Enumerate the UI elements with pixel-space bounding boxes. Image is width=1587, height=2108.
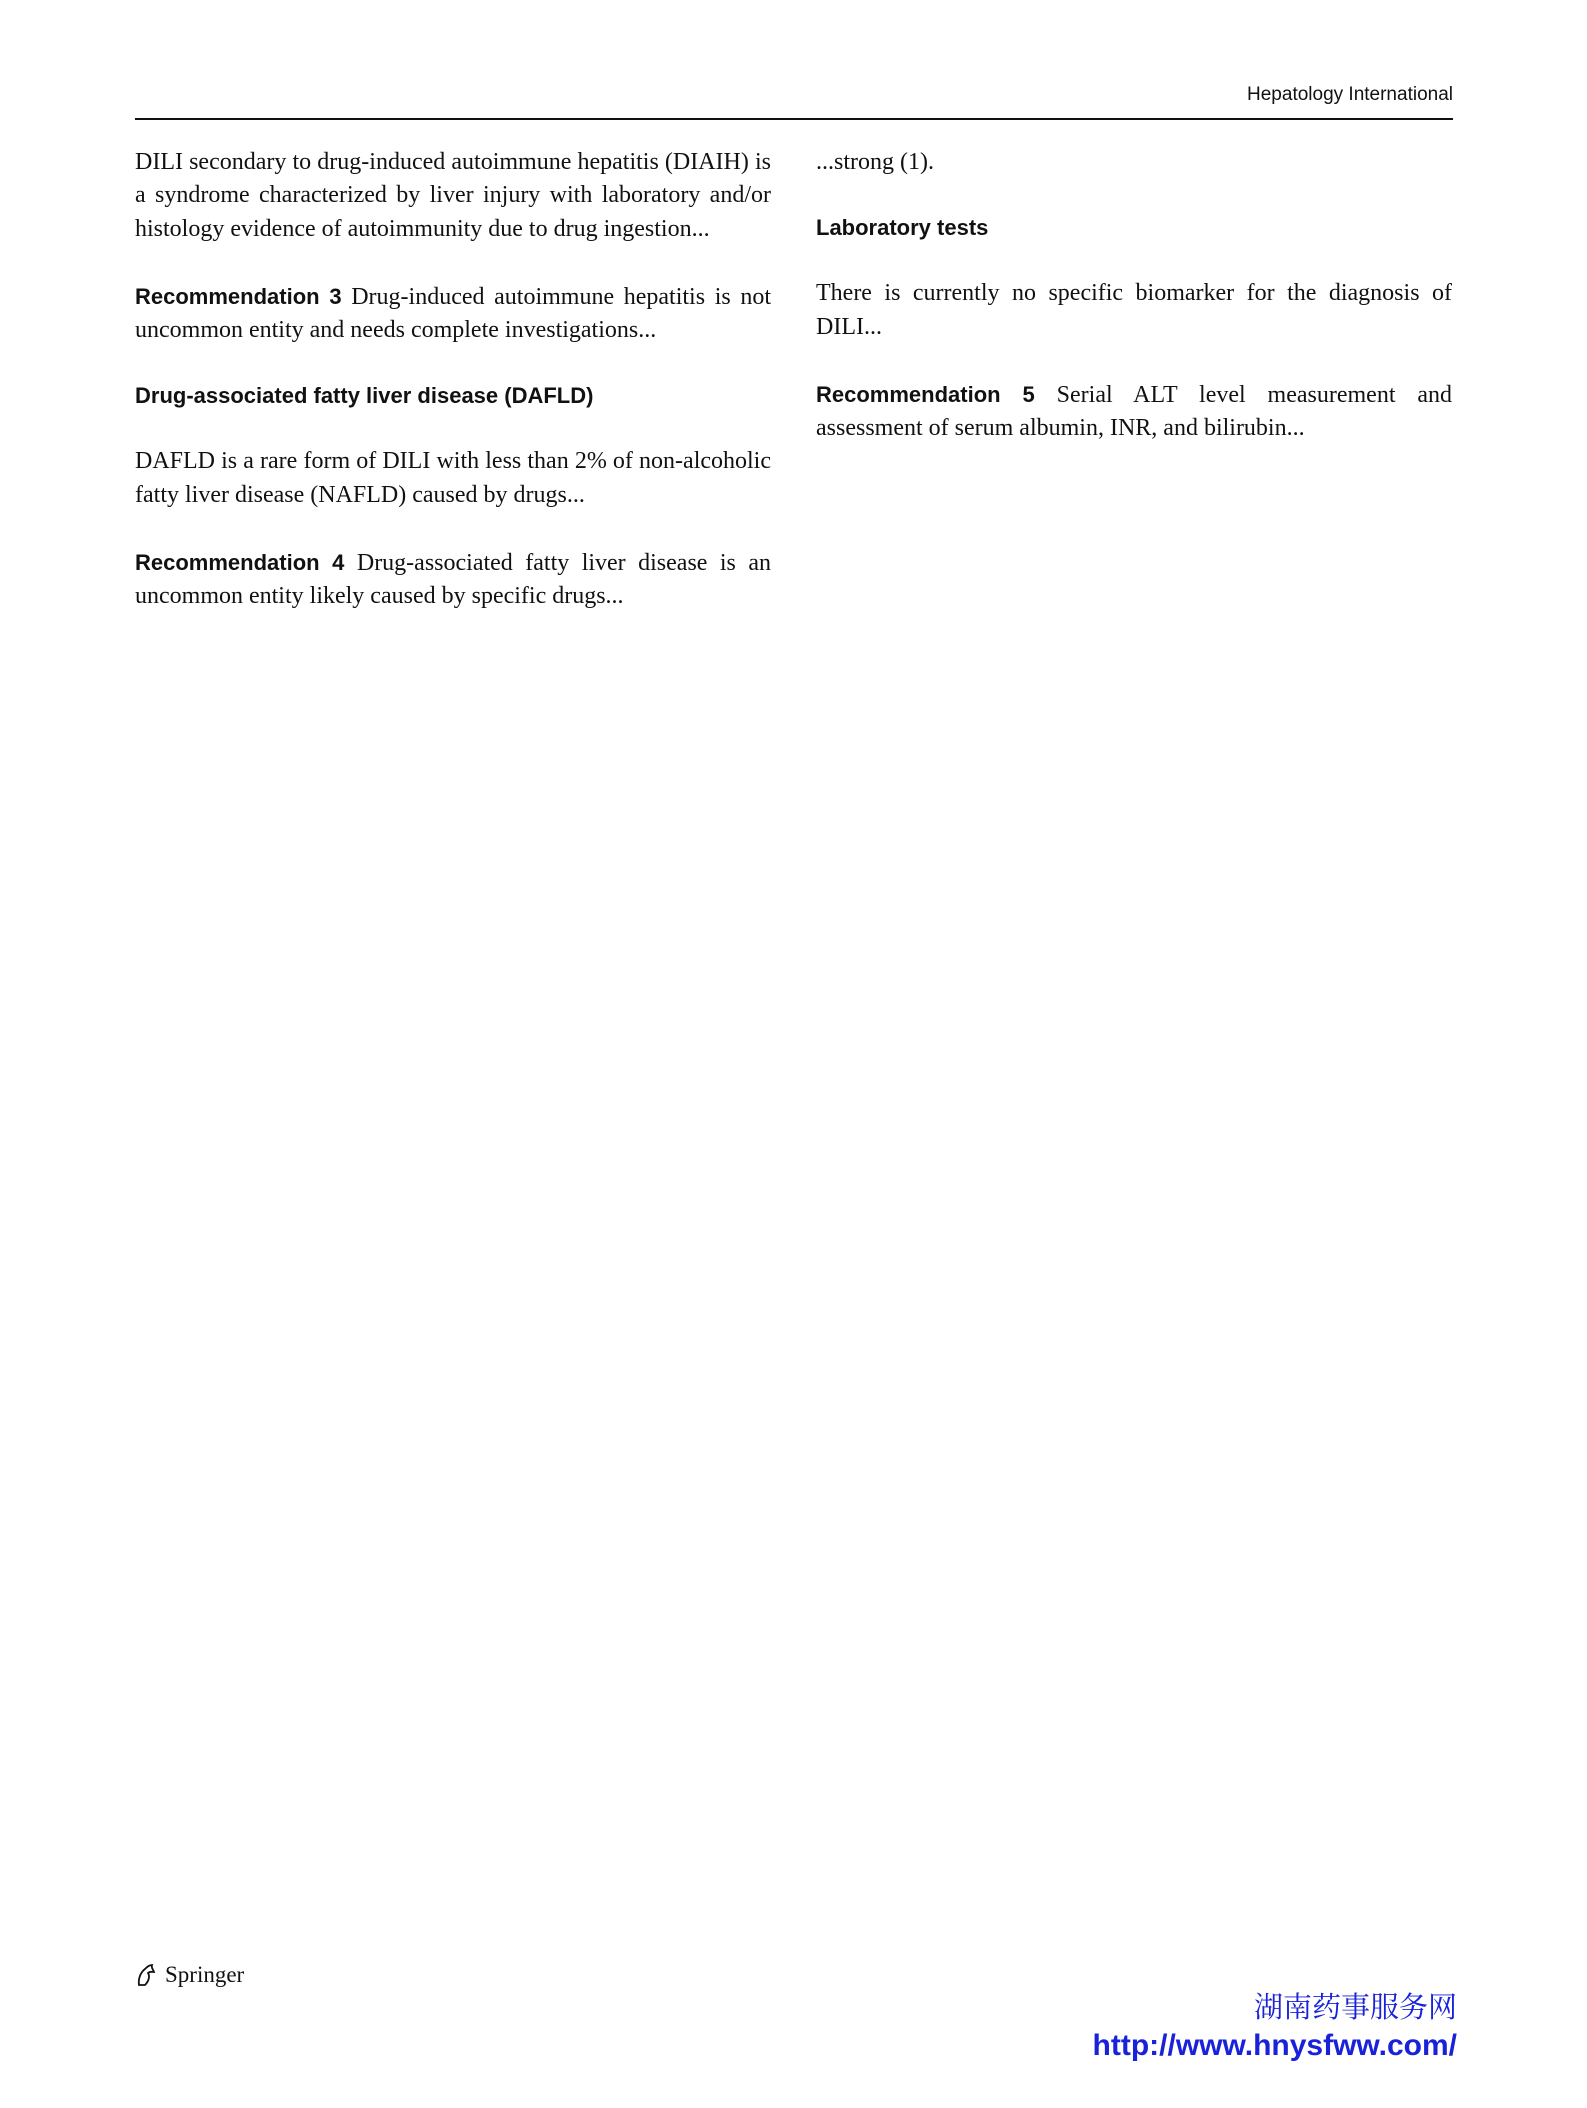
recommendation [135,546,771,614]
recommendation-label: Recommendation 5 [816,381,1035,407]
recommendation-text: Drug-induced autoimmune hepatitis is not uncommon entity and needs complete investigations... [135,283,772,344]
publisher-logo [135,1962,244,1988]
publisher-name: Springer [165,1962,245,1987]
springer-horse-icon [135,1963,157,1987]
recommendation [816,378,1452,446]
recommendation-label: Recommendation 4 [135,550,345,576]
recommendation-text: Serial ALT level measurement and assessment of serum albumin, INR, and bilirubin... [816,381,1452,442]
running-head: Hepatology International [1247,84,1453,105]
recommendation-label: Recommendation 3 [135,283,342,309]
paragraph: DILI secondary to drug-induced autoimmune hepatitis (DIAIH) is a syndrome characterized by liver injury with laboratory and/or histology evidence of autoimmunity due to drug ingestion... [135,149,771,242]
right-column [816,146,1452,451]
recommendation [135,280,771,348]
paragraph: ...strong (1). [816,149,934,175]
recommendation-text: Drug-associated fatty liver disease is an uncommon entity likely caused by specific drugs... [135,550,772,610]
paragraph: DAFLD is a rare form of DILI with less than 2% of non-alcoholic fatty liver disease (NAFLD) caused by drugs... [135,448,771,508]
left-column [135,146,771,620]
watermark [1093,1988,1457,2066]
header-rule [135,118,1453,120]
watermark-url: http://www.hnysfww.com/ [1092,2029,1457,2062]
section-heading: Laboratory tests [816,215,989,241]
section-heading: Drug-associated fatty liver disease (DAFLD) [135,383,594,409]
watermark-site-name: 湖南药事服务网 [1253,1990,1457,2024]
paragraph: There is currently no specific biomarker for the diagnosis of DILI... [816,280,1452,340]
